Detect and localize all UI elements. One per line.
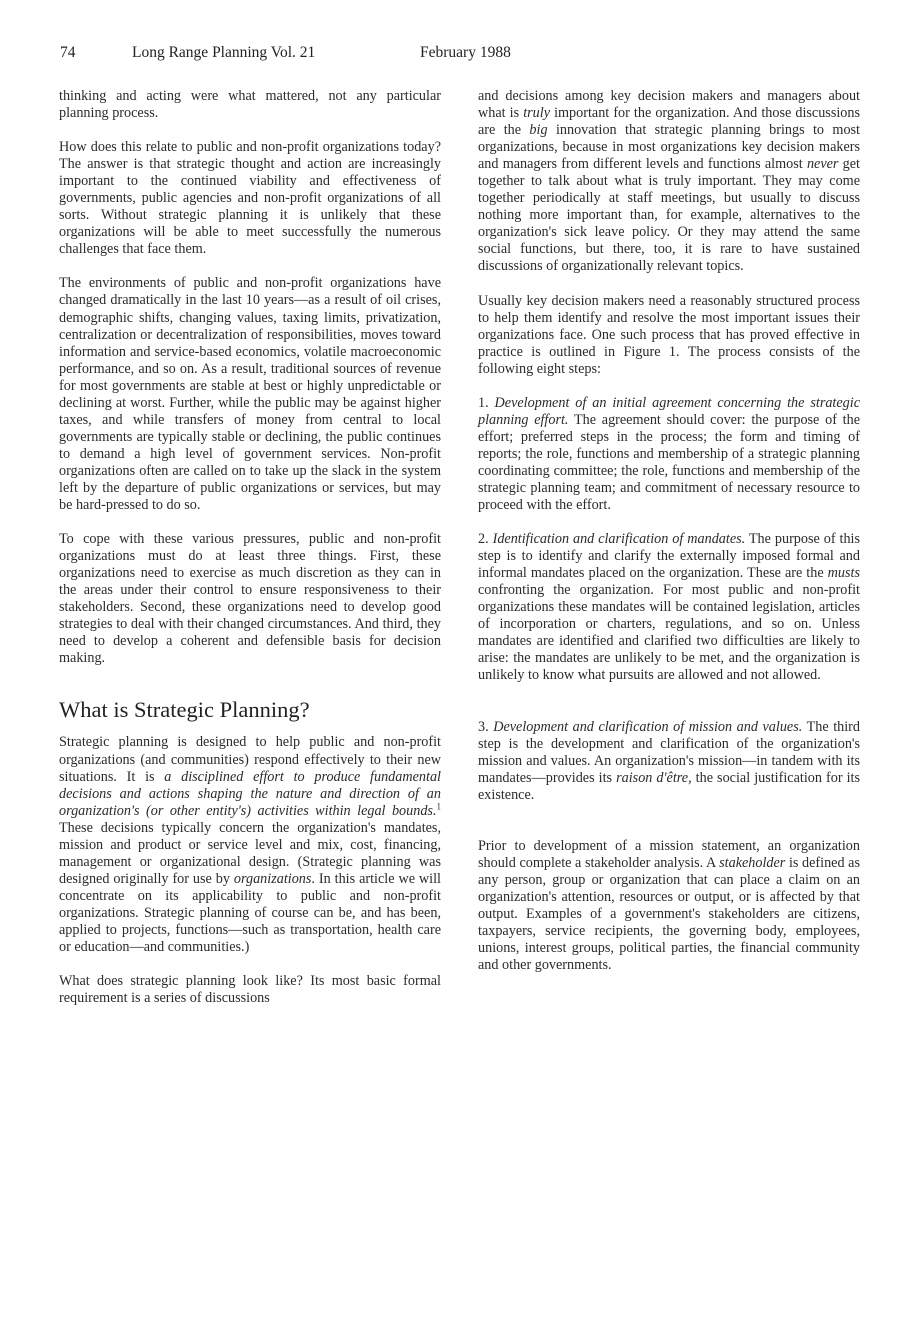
journal-title: Long Range Planning Vol. 21 <box>132 44 316 61</box>
definition-text: a disciplined effort to produce fundamental decisions and actions shaping the nature and direction of an organization's (or other entity's) activities within legal bounds. <box>59 768 441 819</box>
paragraph-definition: Strategic planning is designed to help public and non-profit organizations (and communities) respond effectively to their new situations. It is a disciplined effort to produce fundamental decisions and actions shaping the nature and direction of an organization's (or other entity's) activities within legal bounds.$^1$ These decisions typically concern the organization's mandates, mission and product or service level and mix, cost, financing, management or organizational design. (Strategic planning was designed originally for use by organizations. In this article we will concentrate on its applicability to public and non-profit organizations. Strategic planning of course can be, and has been, applied to projects, functions—such as transportation, health care or education—and communities.) <box>59 734 441 956</box>
step-title: Identification and clarification of mandates. <box>492 531 746 548</box>
step-3: 3. Development and clarification of mission and values. The third step is the development and clarification of the organization's mission and values. An organization's mission—in tandem with its mandates—provides its raison d'être, the social justification for its existence. <box>478 718 860 803</box>
paragraph: Prior to development of a mission statement, an organization should complete a stakeholder analysis. A stakeholder is defined as any person, group or organization that can place a claim on an organization's attention, resources or output, or is affected by that output. Examples of a government's stakeholders are citizens, taxpayers, service recipients, the governing body, employees, unions, interest groups, political parties, the financial community and other governments. <box>478 837 861 974</box>
issue-date: February 1988 <box>420 44 511 61</box>
right-column <box>478 88 860 991</box>
paragraph: Usually key decision makers need a reasonably structured process to help them identify and resolve the most important issues their organizations face. One such process that has proved effective in practice is outlined in Figure 1. The process consists of the following eight steps: <box>478 292 860 377</box>
paragraph: How does this relate to public and non-profit organizations today? The answer is that strategic thought and action are increasingly important to the continued viability and effectiveness of governments, public agencies and non-profit organizations of all sorts. Without strategic planning it is unlikely that these organizations will be able to meet successfully the numerous challenges that face them. <box>59 139 441 258</box>
step-title: Development of an initial agreement concerning the strategic planning effort. <box>478 394 860 428</box>
step-1: 1. Development of an initial agreement concerning the strategic planning effort. The agreement should cover: the purpose of the effort; preferred steps in the process; the form and timing of reports; the role, functions and membership of a strategic planning coordinating committee; the role, functions and membership of the strategic planning team; and commitment of necessary resource to proceed with the effort. <box>478 394 860 514</box>
paragraph: What does strategic planning look like? Its most basic formal requirement is a series of discussions <box>59 973 441 1007</box>
running-header <box>60 44 860 66</box>
paragraph: thinking and acting were what mattered, not any particular planning process. <box>59 88 441 122</box>
left-column <box>59 88 441 1024</box>
step-title: Development and clarification of mission and values. <box>493 718 803 735</box>
footnote-ref: 1 <box>436 800 441 811</box>
paragraph: and decisions among key decision makers and managers about what is truly important for the organization. And those discussions are the big innovation that strategic planning brings to most organizations, because in most organizations key decision makers and managers from different levels and functions almost never get together to talk about what is truly important. They may come together periodically at staff meetings, but usually to discuss nothing more important than, for example, alternatives to the organization's sick leave policy. Or they may attend the same social functions, but there, too, it is rare to have sustained discussions of organizationally relevant topics. <box>478 88 860 275</box>
paragraph: To cope with these various pressures, public and non-profit organizations must do at least three things. First, these organizations need to exercise as much discretion as they can in the areas under their control to ensure responsiveness to their stakeholders. Second, these organizations need to develop good strategies to deal with their changed circumstances. And third, they need to develop a coherent and defensible basis for decision making. <box>59 531 441 667</box>
section-heading: What is Strategic Planning? <box>59 697 310 723</box>
step-2: 2. Identification and clarification of mandates. The purpose of this step is to identify and clarify the externally imposed formal and informal mandates placed on the organization. These are the musts confronting the organization. For most public and non-profit organizations these mandates will be contained legislation, articles of incorporation or charters, regulations, and so on. Unless mandates are identified and clarified two difficulties are likely to arise: the mandates are unlikely to be met, and the organization is unlikely to know what pursuits are allowed and not allowed. <box>478 531 861 684</box>
paragraph: The environments of public and non-profit organizations have changed dramatically in the last 10 years—as a result of oil crises, demographic shifts, changing values, taxing limits, privatization, centralization or decentralization of responsibilities, moves toward information and service-based economics, volatile macroeconomic performance, and so on. As a result, traditional sources of revenue for most governments are stable at best or highly unpredictable or declining at worst. Further, while the public may be against higher taxes, and while transfers of money from central to local governments are typically stable or declining, the public continues to demand a high level of government services. Non-profit organizations often are called on to take up the slack in the system left by the departure of public organizations or services, but may be hard-pressed to do so. <box>59 275 441 514</box>
page-number: 74 <box>60 44 76 61</box>
